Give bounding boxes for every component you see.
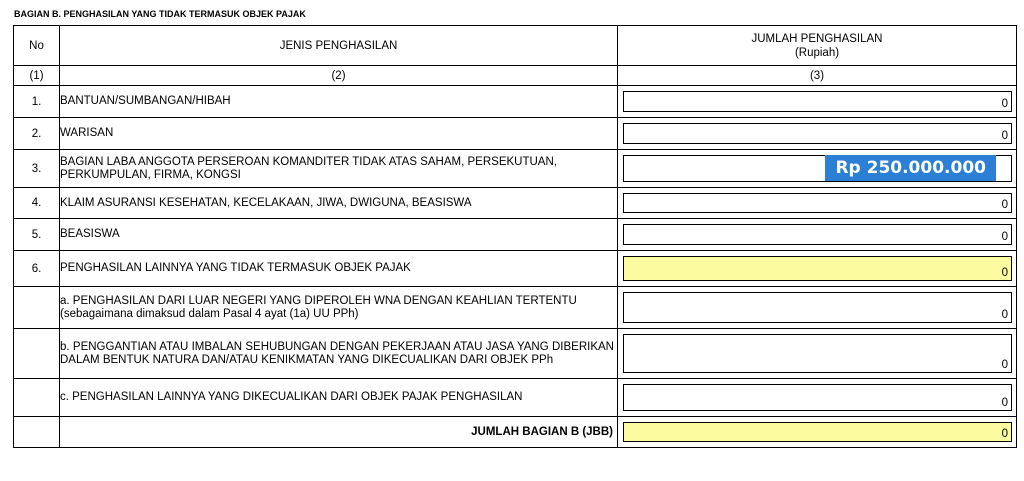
total-number xyxy=(14,417,60,448)
row-number: 5. xyxy=(14,219,60,251)
amount-overlay-badge: Rp 250.000.000 xyxy=(825,155,996,181)
row-number: 1. xyxy=(14,86,60,118)
row-label: WARISAN xyxy=(60,118,618,150)
table-row xyxy=(14,379,1017,417)
amount-input[interactable]: 0 xyxy=(623,256,1012,281)
row-label: BANTUAN/SUMBANGAN/HIBAH xyxy=(60,86,618,118)
row-number xyxy=(14,329,60,379)
row-label: BAGIAN LABA ANGGOTA PERSEROAN KOMANDITER TIDAK ATAS SAHAM, PERSEKUTUAN, PERKUMPULAN, FIRMA, KONGSI xyxy=(60,150,618,188)
table-row xyxy=(14,287,1017,329)
total-row xyxy=(14,417,1017,448)
row-label: b. PENGGANTIAN ATAU IMBALAN SEHUBUNGAN DENGAN PEKERJAAN ATAU JASA YANG DIBERIKAN DALAM BENTUK NATURA DAN/ATAU KENIKMATAN YANG DIKECUALIKAN DARI OBJEK PPh xyxy=(60,329,618,379)
table-row xyxy=(14,86,1017,118)
header-jumlah xyxy=(618,26,1017,66)
table-row xyxy=(14,118,1017,150)
row-label-a-note: (sebagaimana dimaksud dalam Pasal 4 ayat (1a) UU PPh) xyxy=(60,307,359,320)
amount-input[interactable]: 0 xyxy=(623,292,1012,323)
header-jumlah-label: JUMLAH PENGHASILAN xyxy=(751,32,883,45)
amount-input[interactable]: 0 xyxy=(623,224,1012,245)
total-amount-input[interactable]: 0 xyxy=(623,422,1012,442)
row-number: 3. xyxy=(14,150,60,188)
row-label: PENGHASILAN LAINNYA YANG TIDAK TERMASUK OBJEK PAJAK xyxy=(60,251,618,287)
income-table xyxy=(13,25,1017,448)
row-number xyxy=(14,287,60,329)
row-number: 6. xyxy=(14,251,60,287)
index-1: (1) xyxy=(14,66,60,86)
row-number xyxy=(14,379,60,417)
header-jenis: JENIS PENGHASILAN xyxy=(60,26,618,66)
table-row xyxy=(14,150,1017,188)
section-title: BAGIAN B. PENGHASILAN YANG TIDAK TERMASUK OBJEK PAJAK xyxy=(14,9,306,19)
row-label-a: a. PENGHASILAN DARI LUAR NEGERI YANG DIPEROLEH WNA DENGAN KEAHLIAN TERTENTU xyxy=(60,294,577,307)
row-number: 4. xyxy=(14,188,60,219)
header-jumlah-unit: (Rupiah) xyxy=(794,46,840,59)
amount-input[interactable]: 0 xyxy=(623,91,1012,112)
table-row xyxy=(14,188,1017,219)
table-row xyxy=(14,219,1017,251)
header-no: No xyxy=(14,26,60,66)
amount-input[interactable]: 0 xyxy=(623,334,1012,373)
index-3: (3) xyxy=(618,66,1017,86)
header-row xyxy=(14,26,1017,66)
row-label: c. PENGHASILAN LAINNYA YANG DIKECUALIKAN DARI OBJEK PAJAK PENGHASILAN xyxy=(60,379,618,417)
row-label: BEASISWA xyxy=(60,219,618,251)
amount-input[interactable]: 0 xyxy=(623,123,1012,144)
total-label: JUMLAH BAGIAN B (JBB) xyxy=(60,417,618,448)
table-row xyxy=(14,251,1017,287)
index-row xyxy=(14,66,1017,86)
row-label xyxy=(60,287,618,329)
row-number: 2. xyxy=(14,118,60,150)
table-row xyxy=(14,329,1017,379)
row-label: KLAIM ASURANSI KESEHATAN, KECELAKAAN, JIWA, DWIGUNA, BEASISWA xyxy=(60,188,618,219)
index-2: (2) xyxy=(60,66,618,86)
amount-input[interactable]: 0 xyxy=(623,193,1012,213)
amount-input[interactable]: 0 xyxy=(623,384,1012,411)
